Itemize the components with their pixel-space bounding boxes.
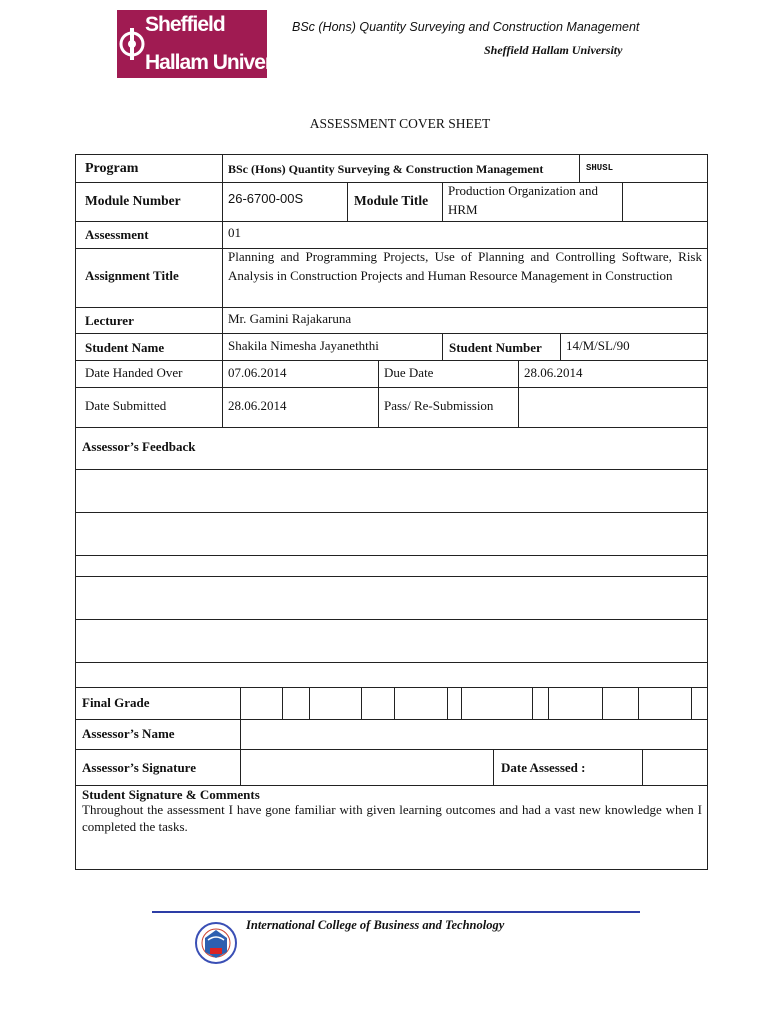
assessor-name-label: Assessor’s Name (82, 726, 175, 741)
grade-cell-divider (691, 687, 692, 719)
row-divider (76, 555, 707, 556)
column-divider (642, 749, 643, 785)
grade-cell-divider (309, 687, 310, 719)
program-value: BSc (Hons) Quantity Surveying & Construction Management (228, 162, 544, 176)
row-divider (76, 785, 707, 786)
module-title-label: Module Title (354, 193, 429, 208)
column-divider (222, 155, 223, 427)
grade-cell-divider (361, 687, 362, 719)
footer-rule (152, 911, 640, 913)
column-divider (579, 155, 580, 182)
lecturer-label: Lecturer (85, 313, 134, 328)
column-divider (560, 333, 561, 360)
date-submitted-label: Date Submitted (85, 398, 167, 413)
university-logo (117, 10, 305, 78)
row-divider (76, 427, 707, 428)
module-title-value: Production Organization and HRM (448, 183, 598, 217)
row-divider (76, 387, 707, 388)
module-number-value: 26-6700-00S (228, 191, 304, 206)
assessment-value: 01 (228, 225, 241, 240)
grade-cell-divider (394, 687, 395, 719)
row-divider (76, 221, 707, 222)
grade-cell-divider (447, 687, 448, 719)
student-name-value: Shakila Nimesha Jayaneththi (228, 338, 379, 353)
due-date-value: 28.06.2014 (524, 365, 583, 380)
grade-cell-divider (602, 687, 603, 719)
row-divider (76, 576, 707, 577)
student-number-label: Student Number (449, 340, 542, 355)
assessment-label: Assessment (85, 227, 149, 242)
pass-resubmission-label: Pass/ Re-Submission (384, 398, 494, 413)
assessor-feedback-label: Assessor’s Feedback (82, 439, 196, 454)
page-title-text: ASSESSMENT COVER SHEET (309, 116, 491, 131)
grade-cell-divider (548, 687, 549, 719)
course-heading: BSc (Hons) Quantity Surveying and Construction Management (292, 20, 640, 34)
grade-cell-divider (638, 687, 639, 719)
column-divider (493, 749, 494, 785)
row-divider (76, 469, 707, 470)
college-emblem-icon (193, 918, 239, 968)
date-handed-label: Date Handed Over (85, 365, 183, 380)
row-divider (76, 333, 707, 334)
column-divider (347, 182, 348, 221)
assignment-title-label: Assignment Title (85, 268, 179, 283)
final-grade-label: Final Grade (82, 695, 150, 710)
row-divider (76, 307, 707, 308)
column-divider (240, 687, 241, 785)
program-label: Program (85, 161, 139, 176)
student-comments-label: Student Signature & Comments (82, 787, 260, 802)
university-seal-icon (119, 16, 145, 72)
row-divider (76, 719, 707, 720)
grade-cell-divider (461, 687, 462, 719)
date-submitted-value: 28.06.2014 (228, 398, 287, 413)
column-divider (518, 360, 519, 427)
assignment-title-value: Planning and Programming Projects, Use of Planning and Controlling Software, Risk Analysis in Construction Projects and Human Resource Management in Construction (228, 249, 702, 283)
logo-text-line2: Hallam University (145, 51, 305, 74)
college-name: International College of Business and Technology (246, 918, 505, 932)
row-divider (76, 749, 707, 750)
module-number-label: Module Number (85, 193, 181, 208)
row-divider (76, 360, 707, 361)
column-divider (442, 333, 443, 360)
row-divider (76, 687, 707, 688)
lecturer-value: Mr. Gamini Rajakaruna (228, 311, 352, 326)
row-divider (76, 512, 707, 513)
assessment-form-table (75, 154, 708, 870)
column-divider (622, 182, 623, 221)
student-comments-value: Throughout the assessment I have gone familiar with given learning outcomes and had a vast new knowledge when I completed the tasks. (82, 802, 702, 834)
student-name-label: Student Name (85, 340, 165, 355)
page-title (0, 116, 768, 132)
row-divider (76, 662, 707, 663)
student-number-value: 14/M/SL/90 (566, 338, 630, 353)
date-assessed-label: Date Assessed : (501, 760, 586, 775)
date-handed-value: 07.06.2014 (228, 365, 287, 380)
program-code: SHUSL (586, 163, 614, 173)
grade-cell-divider (532, 687, 533, 719)
column-divider (378, 360, 379, 427)
column-divider (442, 182, 443, 221)
grade-cell-divider (282, 687, 283, 719)
due-date-label: Due Date (384, 365, 434, 380)
logo-text-line1: Sheffield (145, 13, 225, 36)
assessor-signature-label: Assessor’s Signature (82, 760, 196, 775)
row-divider (76, 619, 707, 620)
university-heading: Sheffield Hallam University (484, 43, 623, 57)
